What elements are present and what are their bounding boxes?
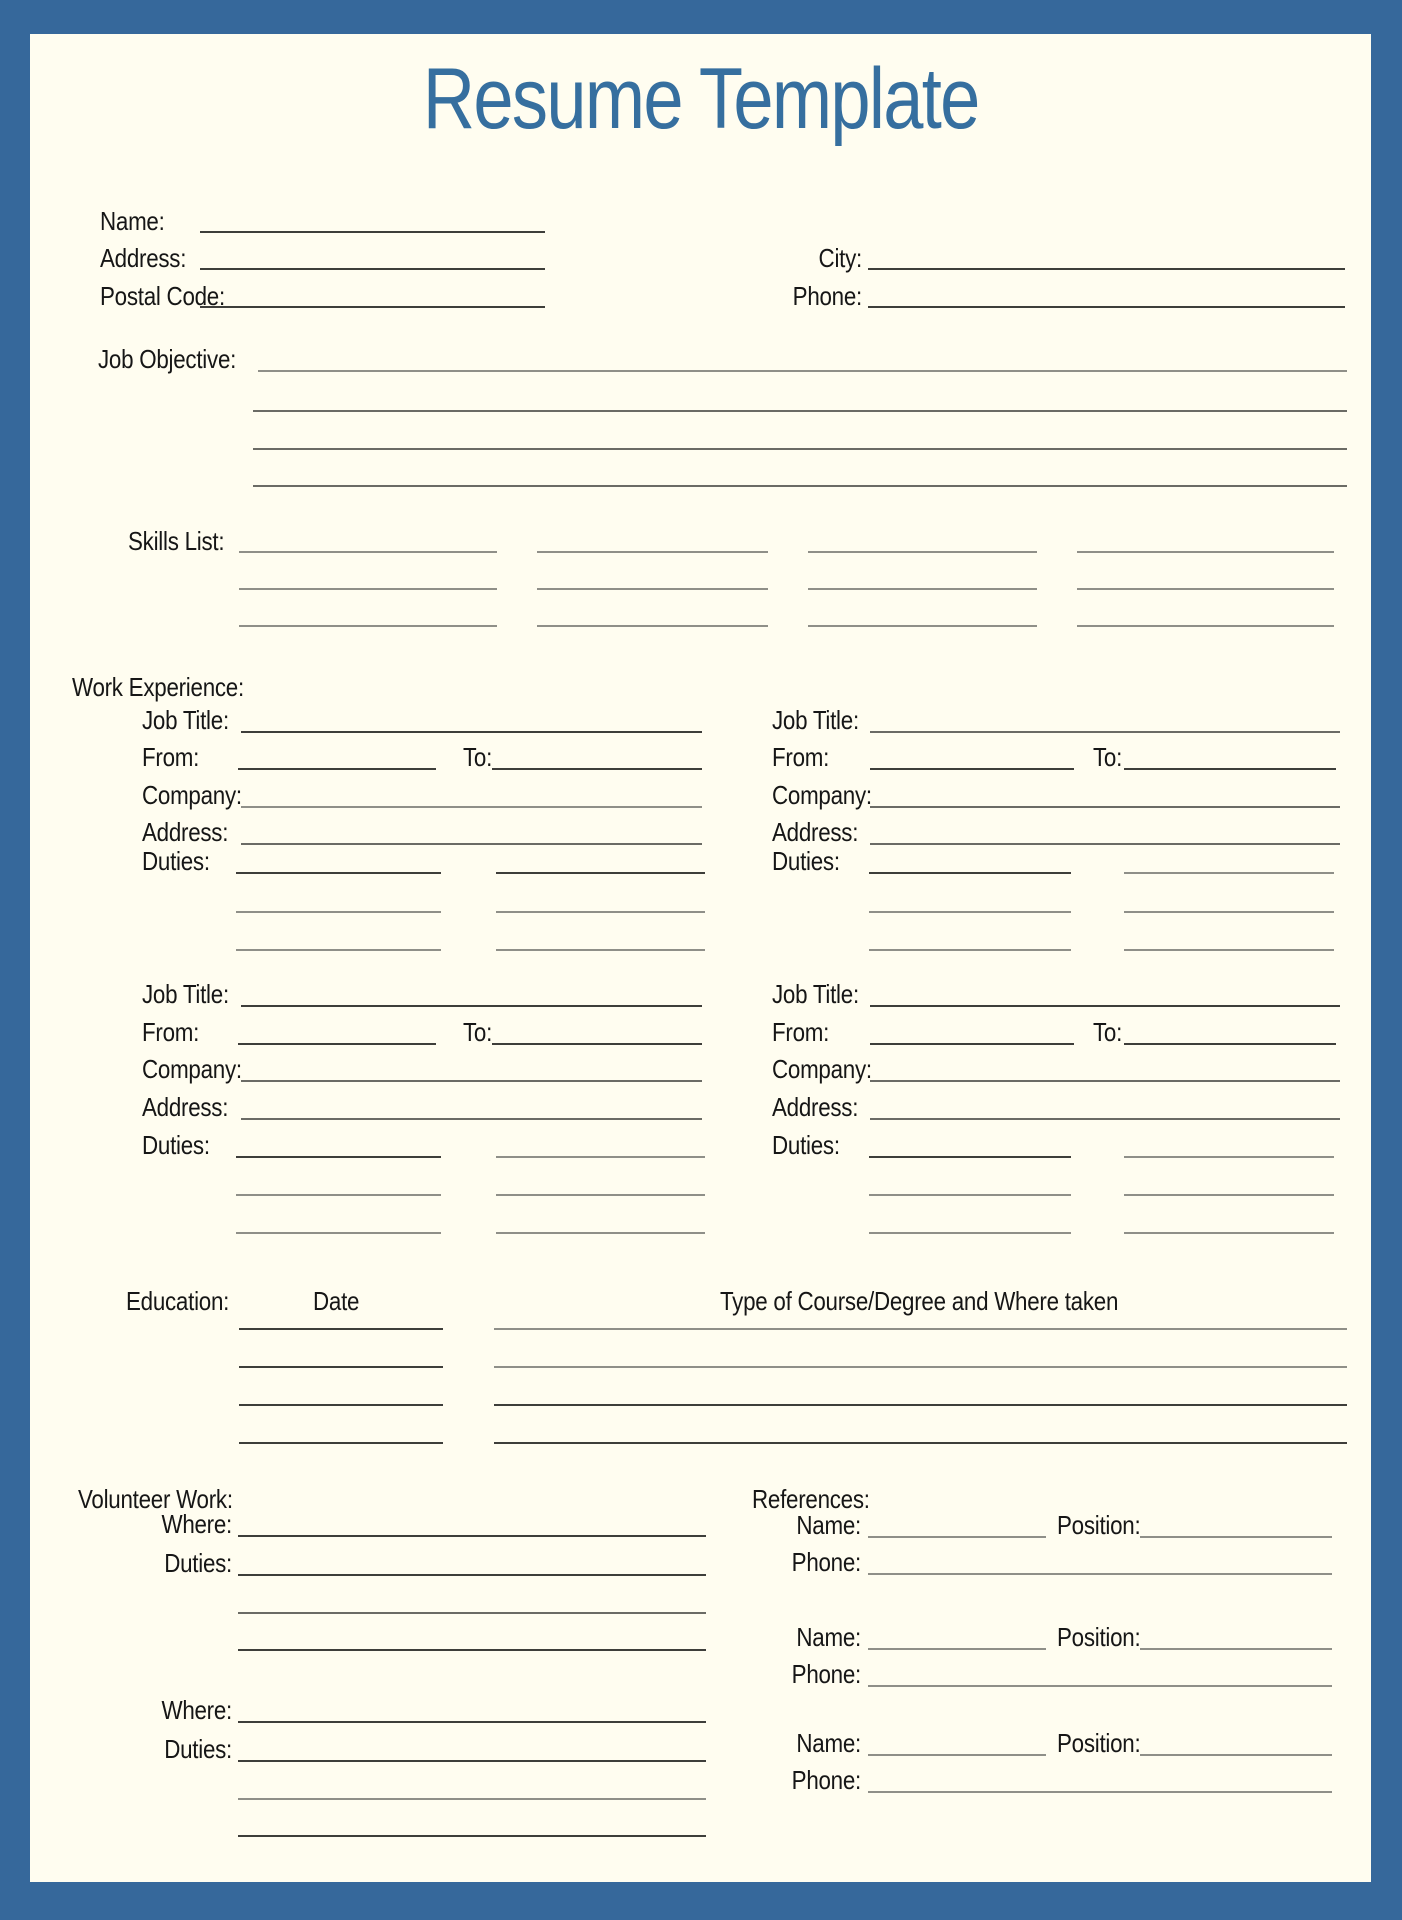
volunteer1-duties-line-1 xyxy=(238,1574,706,1576)
phone-label: Phone: xyxy=(792,281,862,311)
reference1-phone-label: Phone: xyxy=(791,1547,861,1577)
we1-company-line xyxy=(241,806,702,808)
we2-address-label: Address: xyxy=(772,817,859,847)
volunteer1-where-label: Where: xyxy=(161,1509,232,1539)
we1-to-line xyxy=(492,768,702,770)
we3-job-title-label: Job Title: xyxy=(142,979,229,1009)
we4-company-label: Company: xyxy=(772,1054,872,1084)
skills-line-r1c1 xyxy=(239,551,497,553)
skills-line-r1c4 xyxy=(1077,551,1334,553)
skills-line-r2c4 xyxy=(1077,588,1334,590)
reference3-name-label: Name: xyxy=(796,1728,861,1758)
we2-to-line xyxy=(1124,768,1336,770)
education-course-line-1 xyxy=(494,1328,1347,1330)
education-course-header: Type of Course/Degree and Where taken xyxy=(720,1286,1119,1316)
we4-duties-line-r2c2 xyxy=(1124,1194,1334,1196)
volunteer2-duties-line-2 xyxy=(238,1798,706,1800)
we3-duties-line-r1c1 xyxy=(236,1156,441,1158)
education-date-line-1 xyxy=(239,1328,443,1330)
page-title: Resume Template xyxy=(422,51,979,147)
we2-company-line xyxy=(870,806,1340,808)
work-experience-label: Work Experience: xyxy=(72,672,244,702)
we1-address-label: Address: xyxy=(142,817,229,847)
we4-duties-line-r2c1 xyxy=(869,1194,1071,1196)
we4-to-label: To: xyxy=(1093,1017,1123,1047)
paper-sheet xyxy=(30,34,1371,1882)
we3-duties-label: Duties: xyxy=(142,1130,210,1160)
education-date-header: Date xyxy=(313,1286,360,1316)
volunteer1-where-line xyxy=(238,1535,706,1537)
volunteer2-duties-line-1 xyxy=(238,1760,706,1762)
we1-duties-label: Duties: xyxy=(142,846,210,876)
we2-duties-label: Duties: xyxy=(772,846,840,876)
volunteer2-where-line xyxy=(238,1721,706,1723)
reference3-phone-label: Phone: xyxy=(791,1765,861,1795)
we4-address-line xyxy=(870,1118,1340,1120)
we1-duties-line-r2c2 xyxy=(496,911,705,913)
we1-duties-line-r3c2 xyxy=(496,949,705,951)
we4-duties-line-r3c1 xyxy=(869,1232,1071,1234)
skills-line-r3c3 xyxy=(808,625,1037,627)
volunteer1-duties-line-2 xyxy=(238,1612,706,1614)
we4-job-title-line xyxy=(870,1005,1340,1007)
volunteer-work-label: Volunteer Work: xyxy=(78,1484,233,1514)
education-date-line-2 xyxy=(239,1366,443,1368)
we1-job-title-line xyxy=(241,731,702,733)
job-objective-line-3 xyxy=(253,448,1347,450)
we4-duties-label: Duties: xyxy=(772,1130,840,1160)
we4-from-line xyxy=(870,1043,1074,1045)
reference3-position-label: Position: xyxy=(1057,1728,1141,1758)
we3-to-line xyxy=(492,1043,702,1045)
we1-from-line xyxy=(238,768,436,770)
education-course-line-3 xyxy=(494,1404,1347,1406)
education-date-line-4 xyxy=(239,1442,443,1444)
volunteer2-duties-label: Duties: xyxy=(164,1734,232,1764)
volunteer2-where-label: Where: xyxy=(161,1695,232,1725)
volunteer1-duties-label: Duties: xyxy=(164,1548,232,1578)
we2-duties-line-r1c1 xyxy=(869,872,1071,874)
we3-duties-line-r3c2 xyxy=(496,1232,705,1234)
reference2-position-line xyxy=(1140,1648,1332,1650)
we3-from-label: From: xyxy=(142,1017,200,1047)
we2-company-label: Company: xyxy=(772,780,872,810)
address-line xyxy=(200,268,545,270)
address-label: Address: xyxy=(100,243,187,273)
we2-from-line xyxy=(870,768,1074,770)
city-label: City: xyxy=(818,243,862,273)
we2-job-title-line xyxy=(870,731,1340,733)
reference2-phone-line xyxy=(868,1685,1332,1687)
skills-line-r3c2 xyxy=(537,625,768,627)
education-date-line-3 xyxy=(239,1404,443,1406)
skills-line-r3c4 xyxy=(1077,625,1334,627)
reference1-name-label: Name: xyxy=(796,1510,861,1540)
we3-duties-line-r3c1 xyxy=(236,1232,441,1234)
we1-from-label: From: xyxy=(142,742,200,772)
skills-line-r1c3 xyxy=(808,551,1037,553)
we3-duties-line-r1c2 xyxy=(496,1156,705,1158)
we3-address-label: Address: xyxy=(142,1092,229,1122)
volunteer1-duties-line-3 xyxy=(238,1649,706,1651)
reference3-phone-line xyxy=(868,1791,1332,1793)
reference1-phone-line xyxy=(868,1573,1332,1575)
we3-duties-line-r2c2 xyxy=(496,1194,705,1196)
job-objective-label: Job Objective: xyxy=(98,344,237,374)
we2-from-label: From: xyxy=(772,742,830,772)
volunteer2-duties-line-3 xyxy=(238,1835,706,1837)
postal-code-label: Postal Code: xyxy=(100,281,225,311)
skills-line-r3c1 xyxy=(239,625,497,627)
name-label: Name: xyxy=(100,206,165,236)
we1-job-title-label: Job Title: xyxy=(142,705,229,735)
reference3-name-line xyxy=(868,1754,1046,1756)
references-label: References: xyxy=(752,1484,870,1514)
we3-company-line xyxy=(241,1080,702,1082)
education-course-line-4 xyxy=(494,1442,1347,1444)
we4-from-label: From: xyxy=(772,1017,830,1047)
we2-duties-line-r2c1 xyxy=(869,911,1071,913)
we3-company-label: Company: xyxy=(142,1054,242,1084)
reference3-position-line xyxy=(1140,1754,1332,1756)
phone-line xyxy=(868,306,1345,308)
skills-line-r2c2 xyxy=(537,588,768,590)
we4-duties-line-r1c2 xyxy=(1124,1156,1334,1158)
reference1-position-line xyxy=(1140,1536,1332,1538)
skills-line-r2c3 xyxy=(808,588,1037,590)
we4-job-title-label: Job Title: xyxy=(772,979,859,1009)
name-line xyxy=(200,231,545,233)
reference1-position-label: Position: xyxy=(1057,1510,1141,1540)
we1-address-line xyxy=(241,843,702,845)
we3-from-line xyxy=(238,1043,436,1045)
we3-job-title-line xyxy=(241,1005,702,1007)
we3-to-label: To: xyxy=(463,1017,493,1047)
we2-duties-line-r1c2 xyxy=(1124,872,1334,874)
reference2-name-line xyxy=(868,1648,1046,1650)
skills-list-label: Skills List: xyxy=(128,526,225,556)
we1-company-label: Company: xyxy=(142,780,242,810)
we1-duties-line-r2c1 xyxy=(236,911,441,913)
reference2-name-label: Name: xyxy=(796,1622,861,1652)
job-objective-line-1 xyxy=(258,370,1347,372)
we1-duties-line-r3c1 xyxy=(236,949,441,951)
we1-to-label: To: xyxy=(463,742,493,772)
we4-duties-line-r1c1 xyxy=(869,1156,1071,1158)
education-course-line-2 xyxy=(494,1366,1347,1368)
reference1-name-line xyxy=(868,1536,1046,1538)
we2-job-title-label: Job Title: xyxy=(772,705,859,735)
education-label: Education: xyxy=(126,1286,230,1316)
we4-address-label: Address: xyxy=(772,1092,859,1122)
we1-duties-line-r1c1 xyxy=(236,872,441,874)
job-objective-line-2 xyxy=(253,410,1347,412)
reference2-phone-label: Phone: xyxy=(791,1659,861,1689)
we2-to-label: To: xyxy=(1093,742,1123,772)
we1-duties-line-r1c2 xyxy=(496,872,705,874)
skills-line-r2c1 xyxy=(239,588,497,590)
we4-duties-line-r3c2 xyxy=(1124,1232,1334,1234)
we4-to-line xyxy=(1124,1043,1336,1045)
job-objective-line-4 xyxy=(253,485,1347,487)
we2-duties-line-r3c2 xyxy=(1124,949,1334,951)
we4-company-line xyxy=(870,1080,1340,1082)
reference2-position-label: Position: xyxy=(1057,1622,1141,1652)
skills-line-r1c2 xyxy=(537,551,768,553)
we2-duties-line-r3c1 xyxy=(869,949,1071,951)
we2-address-line xyxy=(870,843,1340,845)
city-line xyxy=(868,268,1345,270)
we2-duties-line-r2c2 xyxy=(1124,911,1334,913)
we3-address-line xyxy=(241,1118,702,1120)
we3-duties-line-r2c1 xyxy=(236,1194,441,1196)
postal-code-line xyxy=(200,306,545,308)
